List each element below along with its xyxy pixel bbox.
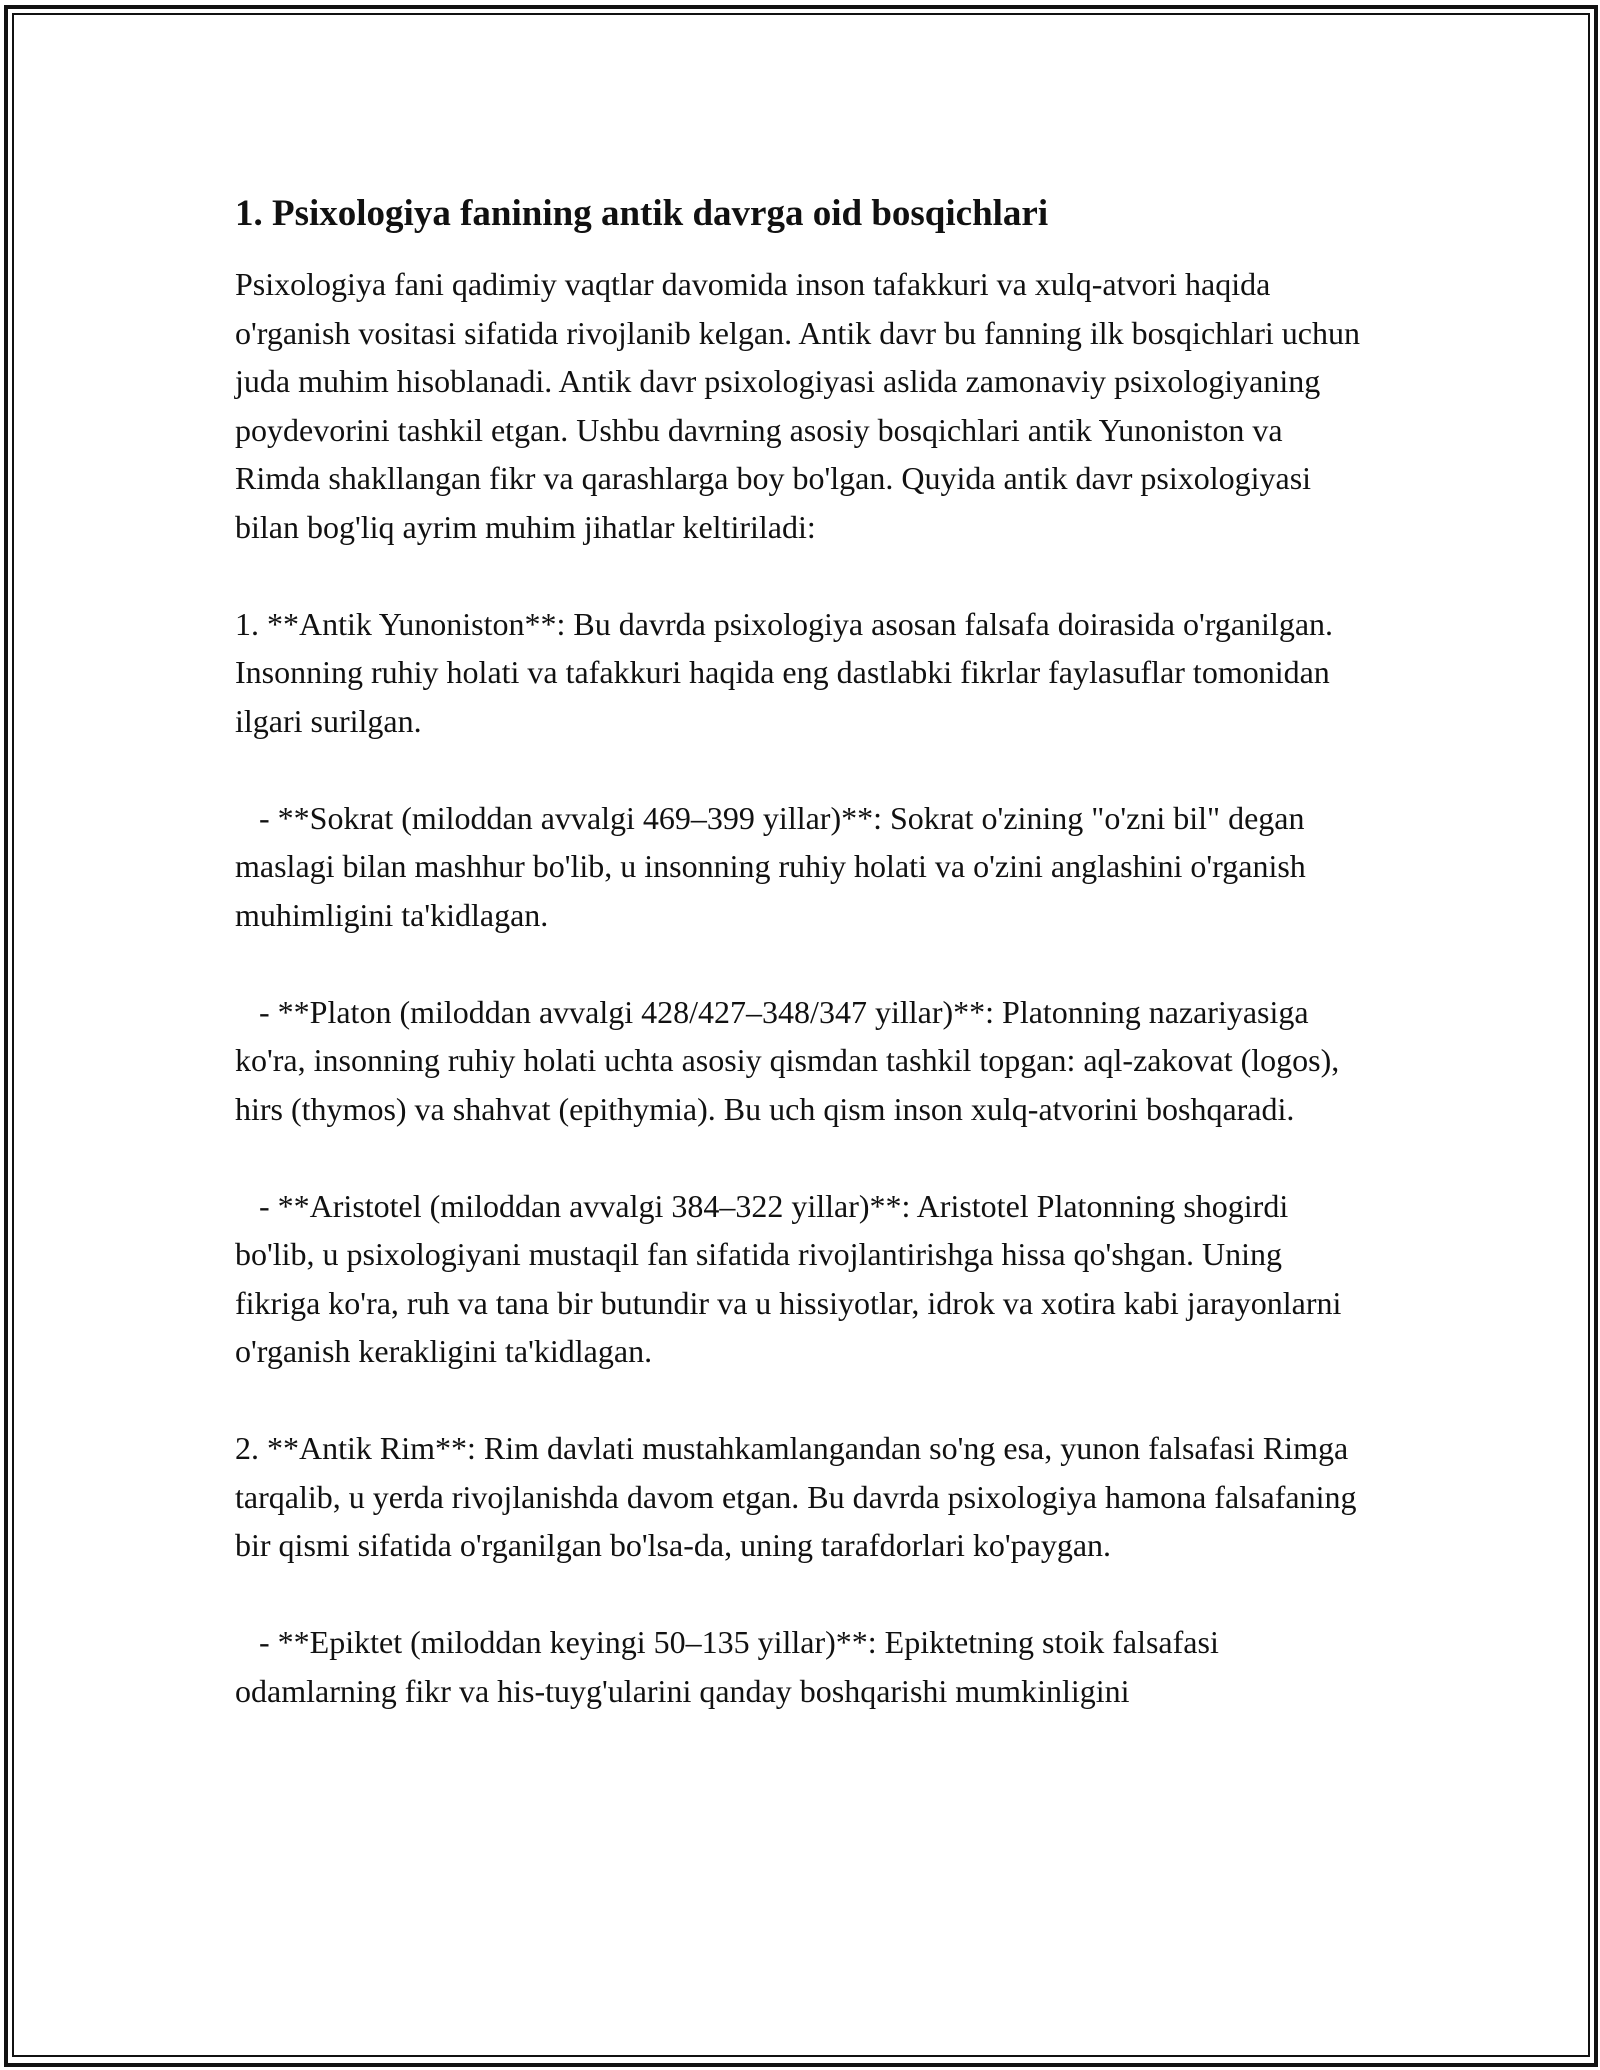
paragraph-spacer [235,1133,1375,1182]
paragraph-spacer [235,1570,1375,1619]
list-item-antik-rim: 2. **Antik Rim**: Rim davlati mustahkamlangandan so'ng esa, yunon falsafasi Rimga tarqalib, u yerda rivojlanishda davom etgan. Bu davrda psixologiya hamona falsafaning bir qismi sifatida o'rganilgan bo'lsa-da, uning tarafdorlari ko'paygan. [235,1430,1365,1563]
sub-item-platon: - **Platon (miloddan avvalgi 428/427–348/347 yillar)**: Platonning nazariyasiga ko'ra, insonning ruhiy holati uchta asosiy qismdan tashkil topgan: aql-zakovat (logos), hirs (thymos) va shahvat (epithymia). Bu uch qism inson xulq-atvorini boshqaradi. [235,993,1348,1127]
section-heading: 1. Psixologiya fanining antik davrga oid bosqichlari [235,193,1049,234]
intro-paragraph: Psixologiya fani qadimiy vaqtlar davomida inson tafakkuri va xulq-atvori haqida o'rganish vositasi sifatida rivojlanib kelgan. Antik davr bu fanning ilk bosqichlari uchun juda muhim hisoblanadi. Antik davr psixologiyasi aslida zamonaviy psixologiyaning poydevorini tashkil etgan. Ushbu davrning asosiy bosqichlari antik Yunoniston va Rimda shakllangan fikr va qarashlarga boy bo'lgan. Quyida antik davr psixologiyasi bilan bog'liq ayrim muhim jihatlar keltiriladi: [235,266,1368,545]
paragraph-spacer [235,1376,1375,1425]
sub-item-aristotel: - **Aristotel (miloddan avvalgi 384–322 yillar)**: Aristotel Platonning shogirdi bo'lib, u psixologiyani mustaqil fan sifatida rivojlantirishga hissa qo'shgan. Uning fikriga ko'ra, ruh va tana bir butundir va u hissiyotlar, idrok va xotira kabi jarayonlarni o'rganish kerakligini ta'kidlagan. [235,1187,1350,1369]
list-item-antik-yunoniston: 1. **Antik Yunoniston**: Bu davrda psixologiya asosan falsafa doirasida o'rganilgan. Insonning ruhiy holati va tafakkuri haqida eng dastlabki fikrlar faylasuflar tomonidan ilgari surilgan. [235,605,1342,739]
paragraph-spacer [235,939,1375,988]
paragraph-spacer [235,745,1375,794]
document-body [235,188,1375,1715]
paragraph-spacer [235,551,1375,600]
sub-item-epiktet: - **Epiktet (miloddan keyingi 50–135 yillar)**: Epiktetning stoik falsafasi odamlarning fikr va his-tuyg'ularini qanday boshqarishi mumkinligini [235,1624,1227,1709]
sub-item-sokrat: - **Sokrat (miloddan avvalgi 469–399 yillar)**: Sokrat o'zining "o'zni bil" degan maslagi bilan mashhur bo'lib, u insonning ruhiy holati va o'zini anglashini o'rganish muhimligini ta'kidlagan. [235,799,1314,933]
